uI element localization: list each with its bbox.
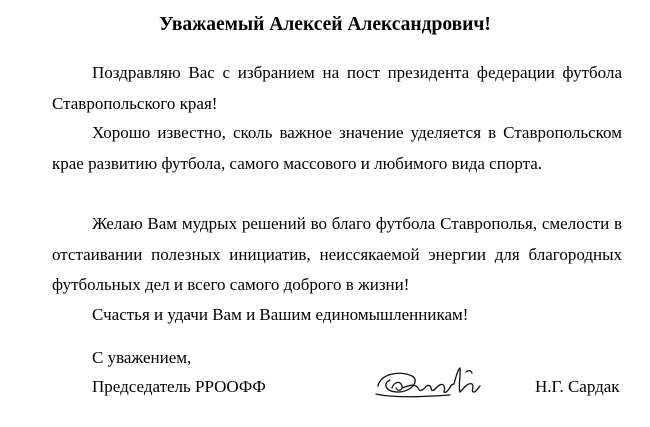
letter-closing: С уважением,	[92, 348, 192, 367]
letter-salutation: Уважаемый Алексей Александрович!	[159, 14, 491, 35]
letter-paragraph-congratulation: Поздравляю Вас с избранием на пост президента федерации футбола Ставропольского края!	[52, 63, 622, 113]
signer-position: Председатель РРООФФ	[92, 377, 266, 396]
letter-paragraph-football-importance: Хорошо известно, сколь важное значение уделяется в Ставропольском крае развитию футбола, самого массового и любимого вида спорта.	[52, 123, 622, 173]
handwritten-signature-icon	[372, 362, 484, 406]
signer-name: Н.Г. Сардак	[535, 377, 620, 396]
letter-paragraph-good-luck: Счастья и удачи Вам и Вашим единомышленникам!	[92, 305, 469, 324]
letter-paragraph-wishes: Желаю Вам мудрых решений во благо футбола Ставрополья, смелости в отстаивании полезных инициатив, неиссякаемой энергии для благородных футбольных дел и всего самого доброго в жизни!	[52, 214, 622, 294]
